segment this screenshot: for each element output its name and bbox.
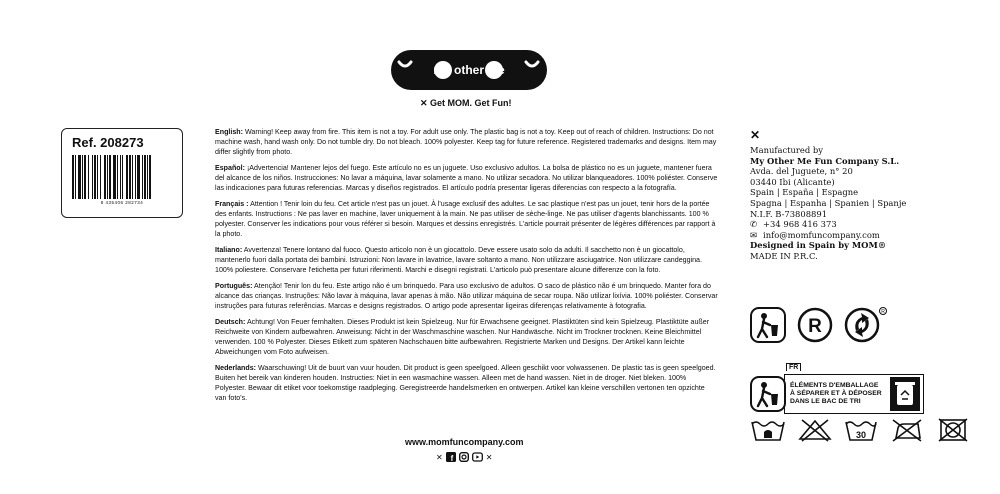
barcode-bar — [144, 155, 146, 199]
svg-text:R: R — [808, 316, 822, 337]
x-brand-icon: ✕ — [485, 452, 493, 462]
barcode-bar — [92, 155, 93, 199]
hand-wash-icon — [750, 418, 786, 442]
barcode-bar — [104, 155, 106, 199]
barcode-bar — [117, 155, 118, 199]
phone-row: ✆ +34 968 416 373 — [750, 219, 837, 230]
barcode-bar — [94, 155, 96, 199]
designed-by: Designed in Spain by MOM® — [750, 240, 887, 251]
svg-text:f: f — [450, 454, 454, 462]
recycling-icons — [750, 306, 888, 344]
barcode-bar — [142, 155, 143, 199]
company-name: My Other Me Fun Company S.L. — [750, 155, 900, 166]
barcode-bar — [100, 155, 101, 199]
triman-country: FR — [786, 363, 801, 371]
ref-box — [61, 128, 183, 218]
triman-label — [784, 374, 924, 414]
paragraph-german: Deutsch: Achtung! Von Feuer fernhalten. Dieses Produkt ist kein Spielzeug. Nur für Erwachsene geeignet. Plastiktüten sind kein Spielzeug. Plastiktüte außer Reichweite von Kindern aufbewahren. Anweisung: Nicht in der Waschmaschine waschen. Nur Handwäsche. Nicht im Trockner trocknen. Keine Bleichmittel verwenden. 100 % Polyester. Dieses Etikett zum späteren Nachschauen bitte aufbewahren. Registrierte Marken und Designs. Der Artikel kann leichte Abweichungen vom Foto aufweisen. — [215, 318, 710, 356]
barcode-bar — [82, 155, 83, 199]
mfg-label: Manufactured by — [750, 145, 823, 155]
paragraph-italian: Italiano: Avvertenza! Tenere lontano dal fuoco. Questo articolo non è un giocattolo. Deve essere usato solo da adulti. Il sacchetto non è un giocattolo, mantenerlo fuori dalla portata dei bambini. Istruzioni: Non lavare in lavatrice, lavare soltanto a mano. Non utilizzare asciugatrice. Non utilizzare candeggina. 100% poliestere. Conservare l'etichetta per futuri riferimenti. Marchi e disegni registrati. L'articolo può presentare alcune differenze con la foto. — [215, 246, 702, 274]
wash-30-icon — [844, 418, 878, 442]
registered-icon — [796, 306, 834, 344]
svg-text:R: R — [881, 309, 885, 315]
triman-block — [750, 356, 924, 414]
paragraph-portuguese: Português: Atenção! Tenir lon du feu. Este artigo não é um brinquedo. Para uso exclusivo de adultos. O saco de plástico não é um brinquedo. Manter fora do alcance das crianças. Instruções: Não lavar à máquina, lavar apenas à mão. Não utilizar máquina de secar roupa. Não utilizar lixívia. 100% poliéster. Conservar instruções para futuras referências. Marcas e designs registrados. O artigo pode apresentar ligeiras diferenças relativamente à fotografia. — [215, 282, 718, 310]
triman-line-3: DANS LE BAC DE TRI — [790, 398, 861, 405]
barcode-bar — [126, 155, 128, 199]
facebook-icon[interactable] — [446, 452, 456, 462]
tagline: ✕ Get MOM. Get Fun! — [420, 98, 512, 108]
paragraph-english: English: Warning! Keep away from fire. This item is not a toy. For adult use only. The plastic bag is not a toy. Keep out of reach of children. Instructions: Do not machine wash, hand wash only. Do not tumble dry. Do not bleach. 100% polyester. Keep tag for future reference. Registered trademarks and designs. Item may differ slightly from photo. — [215, 128, 717, 156]
barcode-bar — [113, 155, 116, 199]
barcode-number: 8 435406 282734 — [100, 200, 144, 205]
x-brand-icon: ✕ — [750, 128, 761, 142]
tidyman-icon — [750, 307, 786, 343]
tidyman-icon — [750, 376, 786, 412]
barcode — [70, 155, 174, 199]
no-iron-icon — [890, 418, 924, 442]
barcode-bar — [147, 155, 148, 199]
barcode-bar — [107, 155, 108, 199]
logo-text: my other me — [433, 63, 505, 77]
barcode-bar — [97, 155, 98, 199]
barcode-bar — [75, 155, 76, 199]
made-in: MADE IN P.R.C. — [750, 250, 818, 261]
social-row — [436, 451, 492, 463]
triman-line-1: ÉLÉMENTS D'EMBALLAGE — [790, 382, 879, 389]
barcode-bar — [120, 155, 121, 199]
barcode-bar — [72, 155, 74, 199]
manufacturer-info — [750, 128, 950, 262]
barcode-bar — [129, 155, 131, 199]
wash-care-icons — [750, 418, 970, 442]
svg-text:30: 30 — [855, 430, 867, 440]
no-bleach-icon — [798, 418, 832, 442]
barcode-bar — [78, 155, 81, 199]
triman-line-2: À SÉPARER ET À DÉPOSER — [790, 390, 882, 397]
x-brand-icon: ✕ — [420, 98, 431, 108]
nif: N.I.F. B-73808891 — [750, 208, 828, 219]
barcode-bar — [137, 155, 140, 199]
barcode-bar — [109, 155, 111, 199]
barcode-bar — [84, 155, 86, 199]
barcode-bar — [149, 155, 151, 199]
green-dot-icon — [844, 306, 888, 344]
paragraph-spanish: Español: ¡Advertencia! Mantener lejos del fuego. Este artículo no es un juguete. Uso exclusivo adultos. La bolsa de plástico no es un juguete, mantener fuera del alcance de los niños. Instrucciones: No lavar a máquina, lavar solamente a mano. No utilizar secadora. No utilizar blanqueadores. 100% poliéster. Conserve las indicaciones para futuras referencias. Marcas y diseños registrados. El artículo podría presentar ligeras diferencias con respecto a la fotografía. — [215, 164, 718, 192]
email-row[interactable]: ✉ info@momfuncompany.com — [750, 229, 880, 240]
x-brand-icon: ✕ — [436, 452, 443, 462]
barcode-bar — [122, 155, 123, 199]
country-line-1: Spain | España | Espagne — [750, 187, 859, 198]
brand-logo — [389, 48, 549, 92]
country-line-2: Spagna | Espanha | Spanien | Spanje — [750, 197, 907, 208]
city: 03440 Ibi (Alicante) — [750, 176, 835, 187]
recycle-bin-icon — [890, 377, 920, 411]
barcode-bar — [132, 155, 133, 199]
street: Avda. del Juguete, n° 20 — [750, 166, 853, 177]
phone-icon: ✆ — [750, 219, 758, 230]
website-link[interactable]: www.momfuncompany.com — [405, 437, 524, 447]
paragraph-dutch: Nederlands: Waarschuwing! Uit de buurt van vuur houden. Dit product is geen speelgoed. Alleen geschikt voor volwassenen. De plastic tas is geen speelgoed. Buiten het bereik van kinderen houden. Instructies: Niet in een wasmachine wassen. Alleen met de hand wassen. Niet in de droger. Niet bleken. 100% Polyester. Bewaar dit etiket voor toekomstige raadpleging. Geregistreerde handelsmerken en ontwerpen. Artikel kan kleine verschillen vertonen ten opzichte van foto's. — [215, 364, 716, 402]
barcode-bar — [88, 155, 89, 199]
paragraph-french: Français : Attention ! Tenir loin du feu. Cet article n'est pas un jouet. À l'usage exclusif des adultes. Le sac plastique n'est pas un jouet, tenir hors de la portée des enfants. Instructions : Ne pas laver en machine, laver uniquement à la main. Ne pas utiliser de sèche-linge. Ne pas utiliser d'agents blanchissants. 100 % polyester. Conserver les indications pour vous référer si besoin. Marques et dessins enregistrés. L'article pourrait présenter de légères différences par rapport à la photo. — [215, 200, 716, 238]
barcode-bar — [135, 155, 136, 199]
youtube-icon[interactable] — [472, 452, 483, 462]
warning-texts — [215, 127, 718, 409]
ref-label: Ref. 208273 — [72, 135, 144, 150]
email-icon: ✉ — [750, 229, 758, 240]
instagram-icon[interactable] — [459, 452, 469, 462]
no-tumble-dry-icon — [936, 418, 970, 442]
